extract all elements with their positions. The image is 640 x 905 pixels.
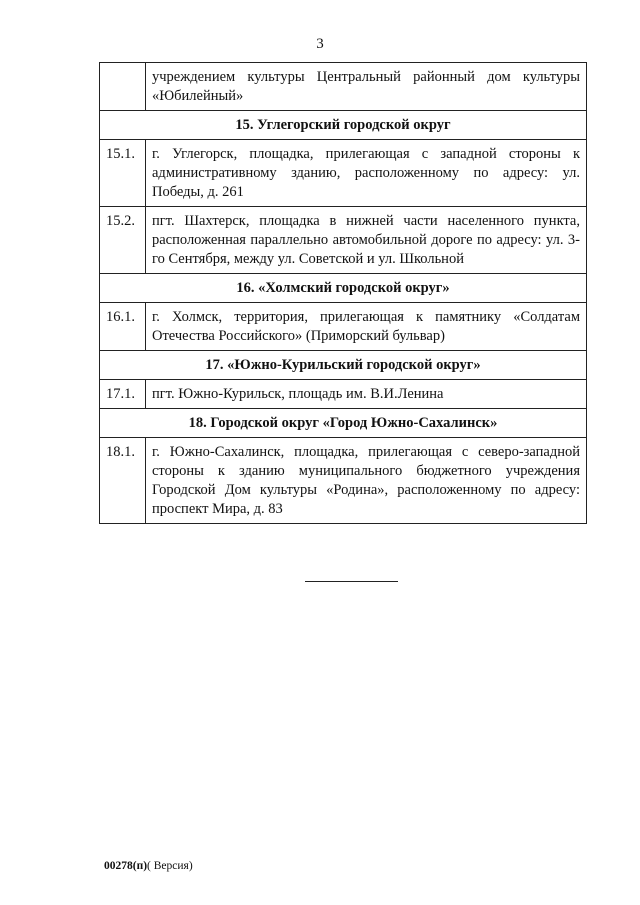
separator-line: [305, 581, 398, 582]
row-number: [100, 63, 146, 111]
row-number: 17.1.: [100, 380, 146, 409]
section-title: 17. «Южно-Курильский городской округ»: [100, 351, 587, 380]
locations-table: [99, 62, 587, 524]
section-title: 18. Городской округ «Город Южно-Сахалинск»: [100, 409, 587, 438]
row-number: 16.1.: [100, 303, 146, 351]
table-row: [100, 140, 587, 207]
page-number: 3: [316, 36, 324, 52]
version-label: ( Версия): [147, 860, 193, 872]
footer: [104, 860, 193, 872]
row-number: 18.1.: [100, 438, 146, 524]
row-text: пгт. Южно-Курильск, площадь им. В.И.Ленина: [146, 380, 587, 409]
section-row: [100, 111, 587, 140]
row-text: пгт. Шахтерск, площадка в нижней части населенного пункта, расположенная параллельно автомобильной дороге по адресу: ул. 3-го Сентября, между ул. Советской и ул. Школьной: [146, 207, 587, 274]
section-title: 15. Углегорский городской округ: [100, 111, 587, 140]
table-row: [100, 63, 587, 111]
row-text: учреждением культуры Центральный районный дом культуры «Юбилейный»: [146, 63, 587, 111]
row-number: 15.1.: [100, 140, 146, 207]
table-row: [100, 380, 587, 409]
table-row: [100, 438, 587, 524]
table-row: [100, 207, 587, 274]
row-text: г. Южно-Сахалинск, площадка, прилегающая с северо-западной стороны к зданию муниципального бюджетного учреждения Городской Дом культуры «Родина», расположенному по адресу: проспект Мира, д. 83: [146, 438, 587, 524]
row-text: г. Углегорск, площадка, прилегающая с западной стороны к административному зданию, расположенному по адресу: ул. Победы, д. 261: [146, 140, 587, 207]
row-number: 15.2.: [100, 207, 146, 274]
table-row: [100, 303, 587, 351]
document-code: 00278(п): [104, 860, 148, 872]
section-row: [100, 409, 587, 438]
section-row: [100, 274, 587, 303]
section-row: [100, 351, 587, 380]
section-title: 16. «Холмский городской округ»: [100, 274, 587, 303]
row-text: г. Холмск, территория, прилегающая к памятнику «Солдатам Отечества Российского» (Приморский бульвар): [146, 303, 587, 351]
